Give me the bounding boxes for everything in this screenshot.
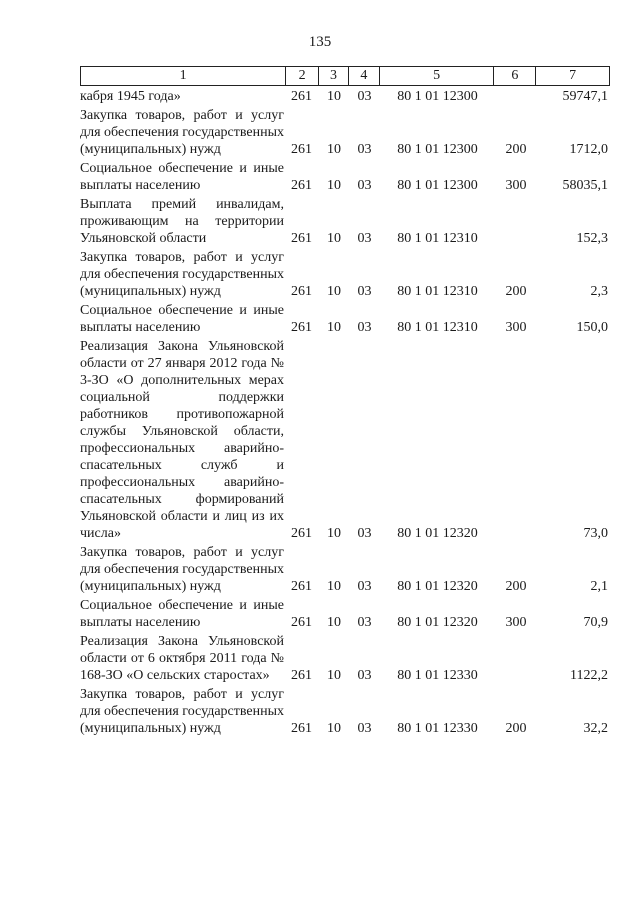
table-row <box>80 196 610 247</box>
row-col-4: 03 <box>357 231 372 246</box>
row-col-6: 300 <box>505 320 527 335</box>
row-col-3: 10 <box>327 721 341 736</box>
row-col-4: 03 <box>357 668 372 683</box>
row-col-5: 80 1 01 12320 <box>397 579 478 594</box>
row-col-5: 80 1 01 12300 <box>397 142 478 157</box>
table-row <box>80 249 610 300</box>
row-col-4: 03 <box>357 142 372 157</box>
row-col-4: 03 <box>357 526 372 541</box>
row-name: Выплата премий инвалидам, проживающим на территории Ульяновской области <box>80 197 284 246</box>
table-row <box>80 686 610 737</box>
row-col-5: 80 1 01 12310 <box>397 320 478 335</box>
row-name: Социальное обеспечение и иные выплаты населению <box>80 598 284 630</box>
row-col-6: 300 <box>505 615 527 630</box>
row-col-4: 03 <box>357 579 372 594</box>
row-col-6: 200 <box>505 579 527 594</box>
row-col-5: 80 1 01 12310 <box>397 284 478 299</box>
row-col-6: 200 <box>505 284 527 299</box>
row-name: Закупка товаров, работ и услуг для обеспечения государственных (муниципальных) нужд <box>80 108 284 157</box>
header-col-4: 4 <box>349 67 380 85</box>
table-row <box>80 88 610 105</box>
row-name: Закупка товаров, работ и услуг для обеспечения государственных (муниципальных) нужд <box>80 687 284 736</box>
row-col-3: 10 <box>327 178 341 193</box>
row-col-6: 200 <box>505 721 527 736</box>
row-col-3: 10 <box>327 579 341 594</box>
row-col-3: 10 <box>327 89 341 104</box>
header-col-7: 7 <box>569 68 577 83</box>
row-col-2: 261 <box>291 142 312 157</box>
table-row <box>80 302 610 336</box>
row-col-4: 03 <box>357 721 372 736</box>
header-col-5: 5 <box>380 67 495 85</box>
row-col-7: 2,1 <box>590 579 608 594</box>
row-col-5: 80 1 01 12310 <box>397 231 478 246</box>
page-number: 135 <box>308 34 332 50</box>
row-col-6: 200 <box>505 142 527 157</box>
row-col-7: 1712,0 <box>569 142 608 157</box>
header-col-3: 3 <box>319 67 349 85</box>
row-name: Реализация Закона Ульяновской области от 6 октября 2011 года № 168-ЗО «О сельских старостах» <box>80 634 284 683</box>
header-col-6: 6 <box>494 67 536 85</box>
table-row <box>80 633 610 684</box>
row-col-4: 03 <box>357 284 372 299</box>
row-name: Реализация Закона Ульяновской области от 27 января 2012 года № 3-ЗО «О дополнительных мерах социальной поддержки работников противопожарной службы Ульяновской области, профессиональных аварийно-спасательных служб и профессиональных аварийно-спасательных формирований Ульяновской области и лиц из их числа» <box>80 339 284 541</box>
row-name: Закупка товаров, работ и услуг для обеспечения государственных (муниципальных) нужд <box>80 545 284 594</box>
row-col-2: 261 <box>291 721 312 736</box>
row-col-7: 150,0 <box>576 320 608 335</box>
row-col-5: 80 1 01 12320 <box>397 615 478 630</box>
row-col-5: 80 1 01 12330 <box>397 721 478 736</box>
row-col-2: 261 <box>291 615 312 630</box>
row-col-7: 73,0 <box>583 526 608 541</box>
row-col-2: 261 <box>291 320 312 335</box>
table-body <box>80 88 610 737</box>
row-col-4: 03 <box>357 320 372 335</box>
row-name: кабря 1945 года» <box>80 89 181 104</box>
row-col-6: 300 <box>505 178 527 193</box>
row-col-5: 80 1 01 12330 <box>397 668 478 683</box>
row-col-2: 261 <box>291 668 312 683</box>
row-col-2: 261 <box>291 178 312 193</box>
header-col-1: 1 <box>81 67 286 85</box>
row-col-4: 03 <box>357 178 372 193</box>
table-row <box>80 160 610 194</box>
row-col-3: 10 <box>327 615 341 630</box>
row-col-7: 58035,1 <box>562 178 608 193</box>
row-col-2: 261 <box>291 231 312 246</box>
row-col-2: 261 <box>291 89 312 104</box>
row-col-5: 80 1 01 12320 <box>397 526 478 541</box>
row-col-3: 10 <box>327 231 341 246</box>
table-row <box>80 338 610 542</box>
row-col-5: 80 1 01 12300 <box>397 89 478 104</box>
row-col-2: 261 <box>291 579 312 594</box>
row-name: Социальное обеспечение и иные выплаты населению <box>80 161 284 193</box>
row-col-4: 03 <box>357 615 372 630</box>
row-col-3: 10 <box>327 668 341 683</box>
row-col-7: 59747,1 <box>562 89 608 104</box>
row-col-3: 10 <box>327 284 341 299</box>
row-col-7: 1122,2 <box>570 668 608 683</box>
row-col-7: 2,3 <box>590 284 608 299</box>
row-col-3: 10 <box>327 526 341 541</box>
table-row <box>80 544 610 595</box>
row-col-4: 03 <box>357 89 372 104</box>
row-col-3: 10 <box>327 320 341 335</box>
table-row <box>80 107 610 158</box>
row-col-2: 261 <box>291 526 312 541</box>
row-col-7: 70,9 <box>583 615 608 630</box>
row-name: Закупка товаров, работ и услуг для обеспечения государственных (муниципальных) нужд <box>80 250 284 299</box>
row-col-3: 10 <box>327 142 341 157</box>
table-row <box>80 597 610 631</box>
row-col-7: 152,3 <box>576 231 608 246</box>
row-col-5: 80 1 01 12300 <box>397 178 478 193</box>
row-name: Социальное обеспечение и иные выплаты населению <box>80 303 284 335</box>
row-col-2: 261 <box>291 284 312 299</box>
header-col-2: 2 <box>286 67 319 85</box>
budget-table <box>80 66 610 739</box>
row-col-7: 32,2 <box>583 721 608 736</box>
table-header <box>80 66 610 86</box>
